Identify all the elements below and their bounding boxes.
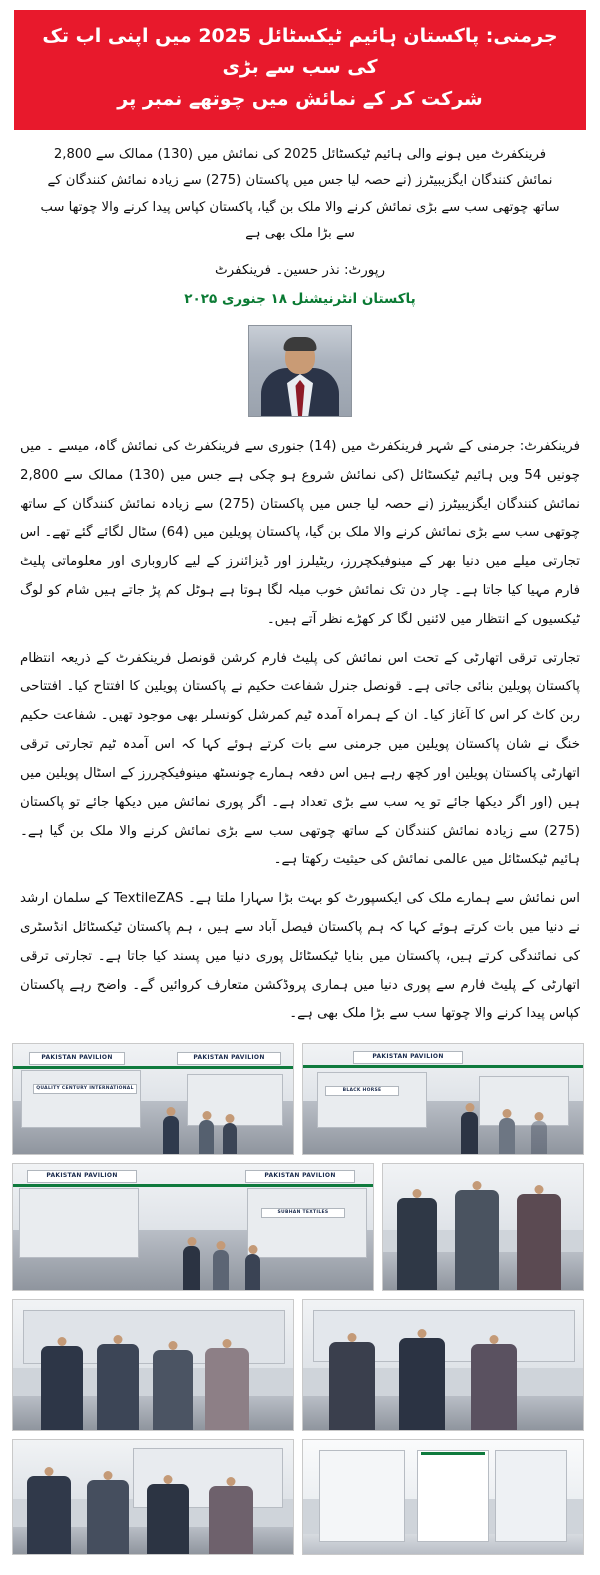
- portrait-hair: [284, 337, 317, 351]
- person-figure: [517, 1194, 561, 1290]
- person-figure: [153, 1350, 193, 1430]
- booth-block: [479, 1076, 569, 1126]
- green-band: [303, 1065, 584, 1068]
- person-figure: [397, 1198, 437, 1290]
- person-figure: [41, 1346, 83, 1430]
- photo-delegation-group: [12, 1299, 294, 1431]
- person-figure: [223, 1123, 237, 1154]
- photo-officials-group: [302, 1299, 584, 1431]
- booth-block: [247, 1188, 367, 1258]
- article-paragraph-2: تجارتی ترقی اتھارٹی کے تحت اس نمائش کی پلیٹ فارم کرشن قونصل فرینکفرٹ کے ذریعہ انتظام پاکستان پویلین بنائی جاتی ہے۔ قونصل جنرل شفاعت حکیم نے پاکستان پویلین کا افتتاح کیا۔ افتتاحی ربن کاٹ کر اس کا آغاز کیا۔ ان کے ہمراہ آمدہ ٹیم کمرشل کونسلر بھی موجود تھیں۔ شفاعت حکیم خنگ نے شان پاکستان پویلین میں جرمنی سے بات کرتے ہوئے کہا کہ اس آمدہ ٹیم تجارتی ترقی اتھارٹی پاکستان پویلین اور کچھ رہے ہیں اس دفعہ ہمارے چونسٹھ مینوفیکچررز کے اسٹال پویلین میں ہیں (اور اگر دیکھا جائے تو یہ سب سے بڑی تعداد ہے۔ اگر پوری نمائش میں دیکھا جائے تو پاکستان (275) سے زیادہ نمائش کنندگان کے ساتھ چوتھی سب سے بڑی نمائش کرنے والا ملک بن گیا ہے۔ ہائیم ٹیکسٹائل میں عالمی نمائش کی حیثیت رکھتا ہے۔: [20, 650, 580, 868]
- person-figure: [199, 1120, 214, 1154]
- photo-pavilion-wide-right: [302, 1043, 584, 1155]
- poster-panel: [417, 1450, 489, 1542]
- portrait-container: [0, 325, 600, 417]
- person-figure: [147, 1484, 189, 1554]
- footer-spacer: [0, 1555, 600, 1561]
- person-figure: [531, 1121, 547, 1154]
- pavilion-sign-secondary: PAKISTAN PAVILION: [177, 1052, 281, 1065]
- article-body: [20, 433, 580, 1029]
- photo-display-products: [302, 1439, 584, 1555]
- green-band: [421, 1452, 485, 1455]
- person-figure: [87, 1480, 129, 1554]
- article-byline: رپورٹ: نذر حسین۔ فرینکفرٹ: [214, 261, 386, 278]
- pavilion-sign-secondary: PAKISTAN PAVILION: [245, 1170, 355, 1183]
- booth-block: [19, 1188, 139, 1258]
- headline-line-2: شرکت کر کے نمائش میں چوتھے نمبر پر: [117, 87, 483, 110]
- person-figure: [329, 1342, 375, 1430]
- pavilion-sign: PAKISTAN PAVILION: [353, 1051, 463, 1064]
- person-figure: [205, 1348, 249, 1430]
- article-paragraph-1: فرینکفرٹ: جرمنی کے شہر فرینکفرٹ میں (14) جنوری سے فرینکفرٹ کی نمائش گاہ، میسے ۔ میں چونیں 54 ویں ہائیم ٹیکسٹائل (کی نمائش شروع ہو چکی ہے جس میں (130) ممالک سے 2,800 نمائش کنندگان ایگزیبیٹرز (نے حصہ لیا جس میں پاکستان (275) سے زیادہ نمائش کنندگان کے ساتھ چوتھی سب سے بڑی نمائش کرنے والا ملک بن گیا، پاکستان پویلین میں (64) سٹال لگائے گئے تھے۔ اس تجارتی میلے میں دنیا بھر کے مینوفیکچررز، ریٹیلرز اور ڈیزائنرز کے لیے کاروباری اور معلوماتی پلیٹ فارم مہیا کیا جاتا ہے۔ چار دن تک نمائش خوب میلہ لگا ہوتا ہے ہوٹل کم پڑ جاتے ہیں شام کو لوگ ٹیکسیوں کے انتظار میں لائنیں لگا کر کھڑے نظر آتے ہیں۔: [20, 438, 580, 627]
- photo-pavilion-wide-left: [12, 1043, 294, 1155]
- pavilion-sign: PAKISTAN PAVILION: [27, 1170, 137, 1183]
- person-figure: [245, 1254, 260, 1290]
- gallery-row-1: [12, 1043, 588, 1155]
- article-deck: فرینکفرٹ میں ہونے والی ہائیم ٹیکسٹائل 2025 کی نمائش میں (130) ممالک سے 2,800 نمائش کنندگان ایگزیبیٹرز (نے حصہ لیا جس میں پاکستان (275) سے زیادہ نمائش کنندگان کے ساتھ چوتھی سب سے بڑی نمائش کرنے والا ملک بن گیا، پاکستان کپاس پیدا کرنے والا چوتھا سب سے بڑا ملک بھی ہے: [40, 147, 560, 242]
- gallery-row-3: [12, 1299, 588, 1431]
- person-figure: [399, 1338, 445, 1430]
- stall-sign: BLACK HORSE: [325, 1086, 399, 1096]
- photo-gallery: [12, 1043, 588, 1555]
- person-figure: [183, 1246, 200, 1290]
- green-band: [13, 1066, 294, 1069]
- person-figure: [213, 1250, 229, 1290]
- stall-sign: SUBHAN TEXTILES: [261, 1208, 345, 1218]
- product-display: [495, 1450, 567, 1542]
- person-figure: [499, 1118, 515, 1154]
- article-page: [0, 10, 600, 1575]
- person-figure: [163, 1116, 179, 1154]
- article-paragraph-3: اس نمائش سے ہمارے ملک کی ایکسپورٹ کو بہت بڑا سہارا ملتا ہے۔ TextileZAS کے سلمان ارشد نے دنیا میں بات کرتے ہوئے کہا کہ ہم پاکستان فیصل آباد سے ہیں ، ہم پاکستان ٹیکسٹائل انڈسٹری کی نمائندگی کرتے ہیں، پاکستان میں بنایا ٹیکسٹائل پوری دنیا میں پسند کیا جاتا ہے۔ تجارتی ترقی اتھارٹی کے پلیٹ فارم سے پوری دنیا میں ہماری پروڈکشن متعارف کروائیں گے۔ واضح رہے پاکستان کپاس پیدا کرنے والا چوتھا سب سے بڑا ملک بھی ہے۔: [20, 891, 581, 1022]
- product-display: [319, 1450, 405, 1542]
- photo-visitors-talking: [382, 1163, 584, 1291]
- green-band: [13, 1184, 374, 1187]
- person-figure: [455, 1190, 499, 1290]
- person-figure: [27, 1476, 71, 1554]
- person-figure: [471, 1344, 517, 1430]
- stall-sign: QUALITY CENTURY INTERNATIONAL: [33, 1084, 137, 1094]
- pavilion-sign: PAKISTAN PAVILION: [29, 1052, 125, 1065]
- gallery-row-4: [12, 1439, 588, 1555]
- headline-banner: [14, 10, 586, 130]
- publication-line: پاکستان انٹرنیشنل ۱۸ جنوری ۲۰۲۵: [184, 291, 416, 308]
- gallery-row-2: [12, 1163, 588, 1291]
- person-figure: [461, 1112, 478, 1154]
- photo-aisle-view: [12, 1163, 374, 1291]
- headline-line-1: جرمنی: پاکستان ہائیم ٹیکسٹائل 2025 میں اپنی اب تک کی سب سے بڑی: [42, 25, 558, 79]
- photo-meeting-stall: [12, 1439, 294, 1555]
- reporter-portrait: [248, 325, 352, 417]
- person-figure: [209, 1486, 253, 1554]
- booth-block: [317, 1072, 427, 1128]
- booth-block: [21, 1070, 141, 1128]
- booth-block: [187, 1074, 283, 1126]
- person-figure: [97, 1344, 139, 1430]
